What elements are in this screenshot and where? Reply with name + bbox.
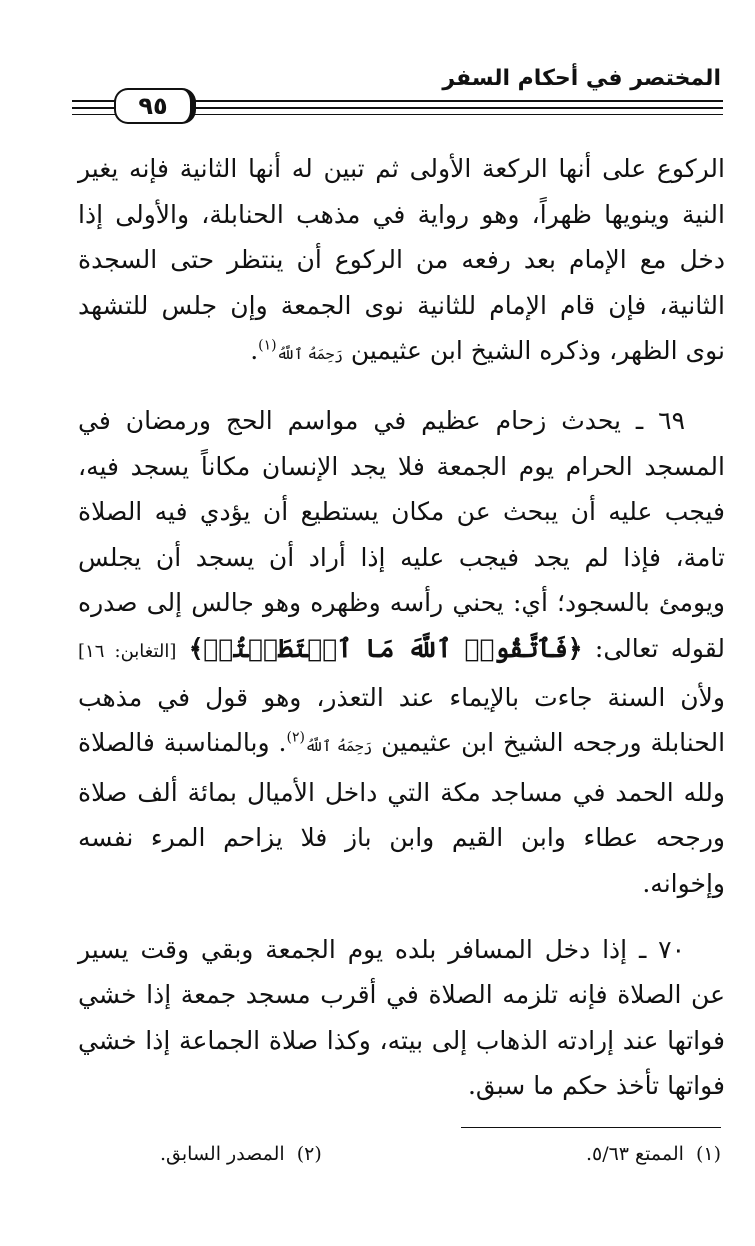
footnote-2 — [160, 1143, 322, 1165]
paragraph-text: . وبالمناسبة فالصلاة ولله الحمد في مساجد مكة التي داخل الأميال بمائة ألف صلاة ورجحه عطاء وابن القيم وابن باز فلا يزاحم المرء نفسه وإخوانه. — [78, 728, 725, 898]
paragraph-text: ولأن السنة جاءت بالإيماء عند التعذر، وهو قول في مذهب الحنابلة ورجحه الشيخ ابن عثيمين — [78, 682, 726, 758]
footnote-reference: (١) — [258, 338, 277, 355]
honorific-glyph: رَحِمَهُ ٱللَّهُ — [304, 737, 373, 756]
footnote-reference: (٢) — [286, 729, 305, 746]
footnote-separator — [461, 1127, 721, 1128]
paragraph-item-70 — [78, 927, 725, 1109]
footnote-text: المصدر السابق. — [160, 1143, 285, 1165]
footnote-1 — [586, 1143, 721, 1165]
paragraph-continuation — [78, 146, 725, 378]
quran-verse: ﴿فَٱتَّقُوا۟ ٱللَّهَ مَا ٱسۡتَطَعۡتُمۡ﴾ — [188, 633, 583, 663]
page-number: ٩٥ — [138, 92, 168, 120]
footnote-text: الممتع ٥/٦٣. — [585, 1143, 684, 1165]
honorific-glyph: رَحِمَهُ ٱللَّهُ — [276, 345, 343, 364]
paragraph-text: ٧٠ ـ إذا دخل المسافر بلده يوم الجمعة وبقي وقت يسير عن الصلاة فإنه تلزمه الصلاة في أقرب مسجد جمعة إذا خشي فواتها عند إرادته الذهاب إلى بيته، وكذا صلاة الجماعة إذا خشي فواتها تأخذ حكم ما سبق. — [78, 934, 725, 1101]
verse-citation: [التغابن: ١٦] — [78, 640, 177, 662]
footnote-number: (٢) — [296, 1143, 322, 1165]
footnotes — [160, 1143, 721, 1165]
page-number-frame — [114, 88, 196, 124]
paragraph-text: . — [250, 336, 259, 366]
paragraph-text: ٦٩ ـ يحدث زحام عظيم في مواسم الحج ورمضان في المسجد الحرام يوم الجمعة فلا يجد الإنسان مكاناً يسجد فيه، فيجب عليه أن يبحث عن مكان يستطيع أن يؤدي فيه الصلاة تامة، فإذا لم يجد فيجب عليه إذا أراد أن يسجد أن يجلس ويومئ بالسجود؛ أي: يحني رأسه وظهره وهو جالس إلى صدره لقوله تعالى: — [78, 405, 725, 663]
page-body — [78, 146, 725, 1109]
running-header-title: المختصر في أحكام السفر — [442, 66, 721, 91]
paragraph-text: الركوع على أنها الركعة الأولى ثم تبين له أنها الثانية فإنه يغير النية وينويها ظهراً، وهو رواية في مذهب الحنابلة، والأولى إذا دخل مع الإمام بعد رفعه من الركوع أن ينتظر حتى السجدة الثانية، فإن قام الإمام للثانية نوى الجمعة وإن جلس للتشهد نوى الظهر، وذكره الشيخ ابن عثيمين — [78, 154, 725, 366]
footnote-number: (١) — [695, 1143, 721, 1165]
paragraph-item-69 — [78, 398, 725, 907]
